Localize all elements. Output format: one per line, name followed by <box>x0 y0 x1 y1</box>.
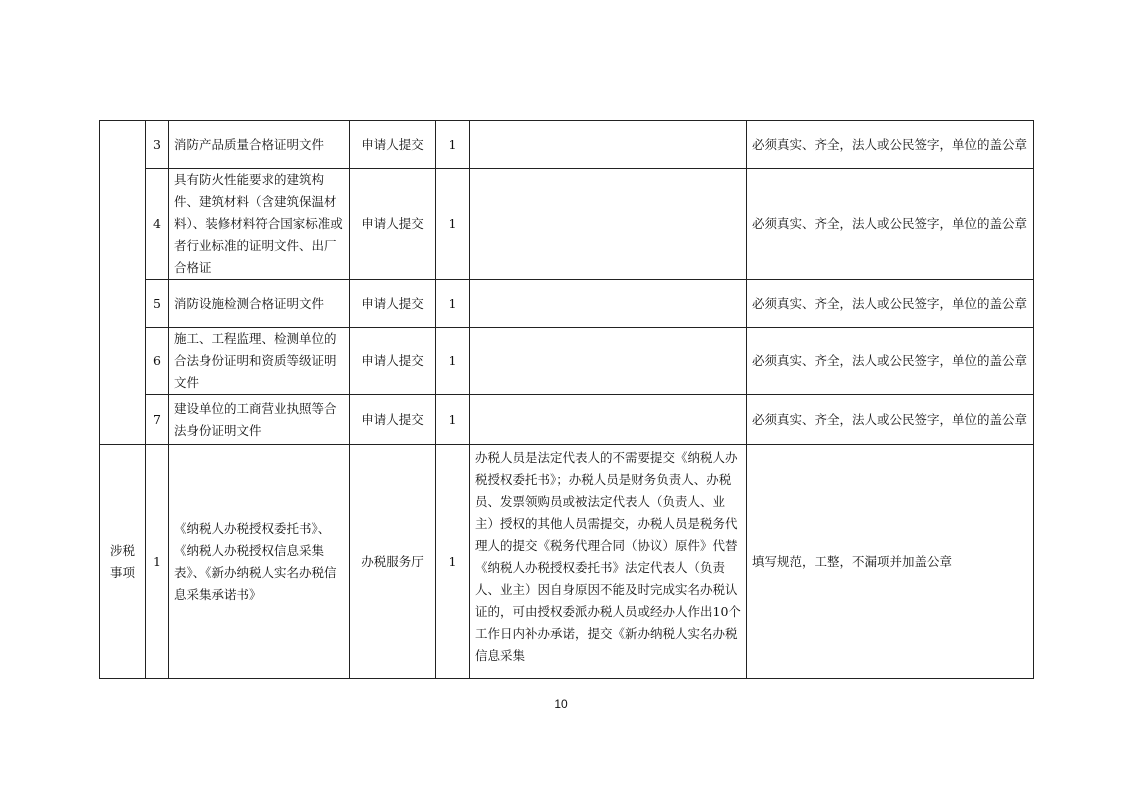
material-name: 消防设施检测合格证明文件 <box>169 280 350 328</box>
material-note <box>470 280 747 328</box>
row-index: 3 <box>146 121 169 169</box>
row-index: 6 <box>146 328 169 395</box>
material-requirement: 必须真实、齐全，法人或公民签字，单位的盖公章 <box>747 395 1034 445</box>
material-name: 施工、工程监理、检测单位的合法身份证明和资质等级证明文件 <box>169 328 350 395</box>
table-row <box>100 395 1034 445</box>
material-name: 建设单位的工商营业执照等合法身份证明文件 <box>169 395 350 445</box>
row-index: 4 <box>146 169 169 280</box>
table-row <box>100 445 1034 679</box>
page-number: 10 <box>554 697 568 711</box>
table-row <box>100 169 1034 280</box>
material-note <box>470 169 747 280</box>
material-requirement: 必须真实、齐全，法人或公民签字，单位的盖公章 <box>747 280 1034 328</box>
category-cell-empty <box>100 121 146 445</box>
material-qty: 1 <box>436 169 470 280</box>
material-note <box>470 395 747 445</box>
category-cell: 涉税事项 <box>100 445 146 679</box>
material-note <box>470 328 747 395</box>
material-qty: 1 <box>436 395 470 445</box>
table-row <box>100 328 1034 395</box>
row-index: 7 <box>146 395 169 445</box>
material-source: 办税服务厅 <box>350 445 436 679</box>
material-qty: 1 <box>436 445 470 679</box>
material-note <box>470 121 747 169</box>
material-note: 办税人员是法定代表人的不需要提交《纳税人办税授权委托书》；办税人员是财务负责人、办税员、发票领购员或被法定代表人（负责人、业主）授权的其他人员需提交，办税人员是税务代理人的提交《税务代理合同（协议）原件》代替《纳税人办税授权委托书》法定代表人（负责人、业主）因自身原因不能及时完成实名办税认证的，可由授权委派办税人员或经办人作出10个工作日内补办承诺，提交《新办纳税人实名办税信息采集 <box>470 445 747 679</box>
material-requirement: 填写规范，工整，不漏项并加盖公章 <box>747 445 1034 679</box>
row-index: 1 <box>146 445 169 679</box>
material-qty: 1 <box>436 328 470 395</box>
material-requirement: 必须真实、齐全，法人或公民签字，单位的盖公章 <box>747 169 1034 280</box>
material-source: 申请人提交 <box>350 280 436 328</box>
material-requirement: 必须真实、齐全，法人或公民签字，单位的盖公章 <box>747 121 1034 169</box>
table-row <box>100 280 1034 328</box>
material-name: 具有防火性能要求的建筑构件、建筑材料（含建筑保温材料）、装修材料符合国家标准或者行业标准的证明文件、出厂合格证 <box>169 169 350 280</box>
table-row <box>100 121 1034 169</box>
material-qty: 1 <box>436 280 470 328</box>
row-index: 5 <box>146 280 169 328</box>
material-qty: 1 <box>436 121 470 169</box>
requirements-table <box>99 120 1034 679</box>
material-source: 申请人提交 <box>350 395 436 445</box>
material-source: 申请人提交 <box>350 328 436 395</box>
material-source: 申请人提交 <box>350 121 436 169</box>
material-requirement: 必须真实、齐全，法人或公民签字，单位的盖公章 <box>747 328 1034 395</box>
material-source: 申请人提交 <box>350 169 436 280</box>
material-name: 消防产品质量合格证明文件 <box>169 121 350 169</box>
material-name: 《纳税人办税授权委托书》、《纳税人办税授权信息采集表》、《新办纳税人实名办税信息采集承诺书》 <box>169 445 350 679</box>
